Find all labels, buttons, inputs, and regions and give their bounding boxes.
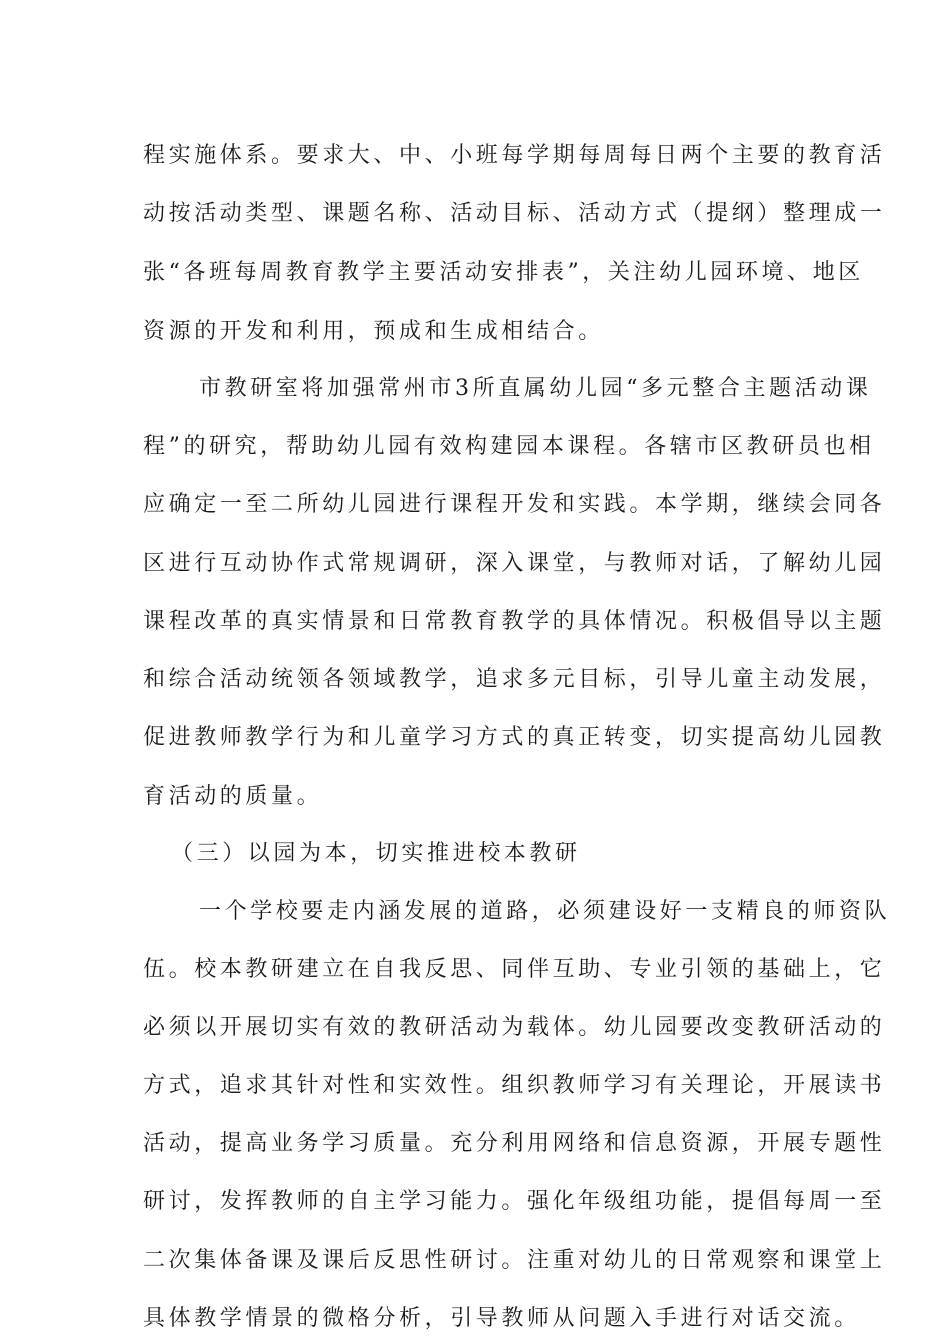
paragraph-2-line-4: 区进行互动协作式常规调研，深入课堂，与教师对话，了解幼儿园 bbox=[143, 551, 886, 576]
paragraph-3-line-2: 伍。校本教研建立在自我反思、同伴互助、专业引领的基础上，它 bbox=[143, 957, 886, 982]
paragraph-2-line-3: 应确定一至二所幼儿园进行课程开发和实践。本学期，继续会同各 bbox=[143, 492, 886, 517]
paragraph-1-line-1: 程实施体系。要求大、中、小班每学期每周每日两个主要的教育活 bbox=[143, 143, 886, 168]
paragraph-1-line-3: 张“各班每周教育教学主要活动安排表”，关注幼儿园环境、地区 bbox=[143, 260, 864, 285]
section-heading: （三）以园为本，切实推进校本教研 bbox=[171, 841, 581, 866]
paragraph-3-line-4: 方式，追求其针对性和实效性。组织教师学习有关理论，开展读书 bbox=[143, 1073, 886, 1098]
paragraph-2-line-5: 课程改革的真实情景和日常教育教学的具体情况。积极倡导以主题 bbox=[143, 609, 886, 634]
paragraph-3-line-1: 一个学校要走内涵发展的道路，必须建设好一支精良的师资队 bbox=[199, 899, 891, 924]
paragraph-3-line-8: 具体教学情景的微格分析，引导教师从问题入手进行对话交流。 bbox=[143, 1306, 860, 1331]
paragraph-3-line-7: 二次集体备课及课后反思性研讨。注重对幼儿的日常观察和课堂上 bbox=[143, 1248, 886, 1273]
paragraph-3-line-3: 必须以开展切实有效的教研活动为载体。幼儿园要改变教研活动的 bbox=[143, 1015, 886, 1040]
paragraph-3-line-5: 活动，提高业务学习质量。充分利用网络和信息资源，开展专题性 bbox=[143, 1131, 886, 1156]
paragraph-2-line-8: 育活动的质量。 bbox=[143, 784, 323, 809]
paragraph-2-line-7: 促进教师教学行为和儿童学习方式的真正转变，切实提高幼儿园教 bbox=[143, 725, 886, 750]
paragraph-1-line-4: 资源的开发和利用，预成和生成相结合。 bbox=[143, 319, 604, 344]
paragraph-2-line-1: 市教研室将加强常州市3所直属幼儿园“多元整合主题活动课 bbox=[199, 376, 872, 401]
paragraph-2-line-2: 程”的研究，帮助幼儿园有效构建园本课程。各辖市区教研员也相 bbox=[143, 434, 875, 459]
paragraph-3-line-6: 研讨，发挥教师的自主学习能力。强化年级组功能，提倡每周一至 bbox=[143, 1189, 886, 1214]
paragraph-1-line-2: 动按活动类型、课题名称、活动目标、活动方式（提纲）整理成一 bbox=[143, 201, 886, 226]
paragraph-2-line-6: 和综合活动统领各领域教学，追求多元目标，引导儿童主动发展， bbox=[143, 667, 886, 692]
